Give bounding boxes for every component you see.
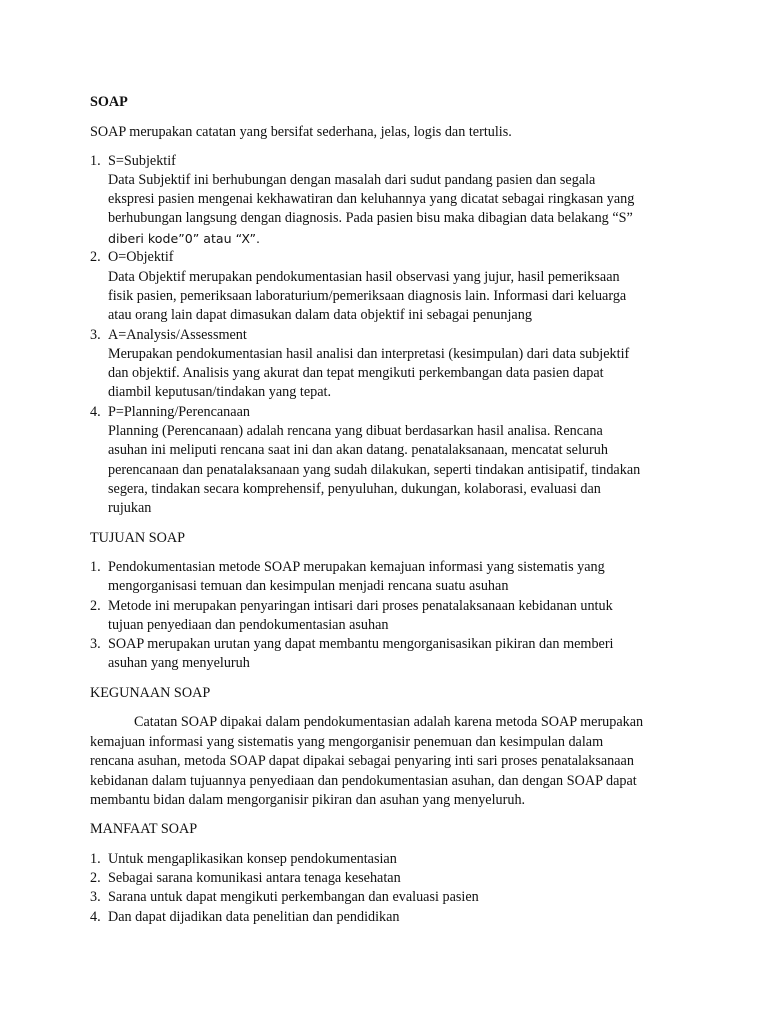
- soap-item-line: perencanaan dan penatalaksanaan yang sudah dilakukan, seperti tindakan antisipatif, tindakan: [108, 462, 641, 478]
- soap-item-heading: S=Subjektif: [108, 153, 176, 169]
- tujuan-item-line: Pendokumentasian metode SOAP merupakan kemajuan informasi yang sistematis yang: [108, 559, 605, 575]
- soap-item-number: 4.: [90, 404, 101, 420]
- manfaat-item-number: 2.: [90, 870, 101, 886]
- manfaat-item-text: Sarana untuk dapat mengikuti perkembangan dan evaluasi pasien: [108, 889, 479, 905]
- manfaat-item-number: 3.: [90, 889, 101, 905]
- soap-item-line: Data Subjektif ini berhubungan dengan masalah dari sudut pandang pasien dan segala: [108, 172, 596, 188]
- section-title-manfaat: MANFAAT SOAP: [90, 821, 198, 837]
- soap-item-line: diberi kode”0” atau “X”.: [108, 231, 261, 246]
- manfaat-item-number: 4.: [90, 909, 101, 925]
- tujuan-item-line: asuhan yang menyeluruh: [108, 655, 250, 671]
- soap-item-line: atau orang lain dapat dimasukan dalam data objektif ini sebagai penunjang: [108, 307, 532, 323]
- soap-item-heading: O=Objektif: [108, 249, 174, 265]
- soap-item-line: rujukan: [108, 500, 152, 516]
- tujuan-item-line: Metode ini merupakan penyaringan intisari dari proses penatalaksanaan kebidanan untuk: [108, 598, 613, 614]
- soap-item-line: fisik pasien, pemeriksaan laboraturium/pemeriksaan diagnosis lain. Informasi dari keluarga: [108, 288, 627, 304]
- soap-item-line: Merupakan pendokumentasian hasil analisi dan interpretasi (kesimpulan) dari data subjektif: [108, 346, 630, 362]
- kegunaan-line: kemajuan informasi yang sistematis yang mengorganisir penemuan dan kesimpulan dalam: [90, 734, 604, 750]
- tujuan-item-number: 1.: [90, 559, 101, 575]
- manfaat-item-text: Sebagai sarana komunikasi antara tenaga kesehatan: [108, 870, 401, 886]
- soap-item-line: berhubungan langsung dengan diagnosis. Pada pasien bisu maka dibagian data belakang “S”: [108, 210, 633, 226]
- soap-item-line: Planning (Perencanaan) adalah rencana yang dibuat berdasarkan hasil analisa. Rencana: [108, 423, 603, 439]
- tujuan-item-number: 2.: [90, 598, 101, 614]
- soap-item-line: segera, tindakan secara komprehensif, penyuluhan, dukungan, kolaborasi, evaluasi dan: [108, 481, 601, 497]
- kegunaan-line: Catatan SOAP dipakai dalam pendokumentasian adalah karena metoda SOAP merupakan: [134, 714, 644, 730]
- tujuan-item-line: mengorganisasi temuan dan kesimpulan menjadi rencana suatu asuhan: [108, 578, 509, 594]
- soap-item-number: 1.: [90, 153, 101, 169]
- tujuan-item-line: SOAP merupakan urutan yang dapat membantu mengorganisasikan pikiran dan memberi: [108, 636, 614, 652]
- kegunaan-line: kebidanan dalam tujuannya penyediaan dan pendokumentasian asuhan, dan dengan SOAP dapat: [90, 773, 637, 789]
- section-title-kegunaan: KEGUNAAN SOAP: [90, 685, 211, 701]
- section-title-soap: SOAP: [90, 94, 128, 110]
- soap-item-line: diambil keputusan/tindakan yang tepat.: [108, 384, 332, 400]
- soap-item-line: Data Objektif merupakan pendokumentasian hasil observasi yang jujur, hasil pemeriksaan: [108, 269, 620, 285]
- tujuan-item-number: 3.: [90, 636, 101, 652]
- soap-item-line: asuhan ini meliputi rencana saat ini dan akan datang. penatalaksanaan, mencatat seluruh: [108, 442, 608, 458]
- kegunaan-line: rencana asuhan, metoda SOAP dapat dipakai sebagai penyaring inti sari proses penatalaksanaan: [90, 753, 634, 769]
- tujuan-item-line: tujuan penyediaan dan pendokumentasian asuhan: [108, 617, 389, 633]
- soap-intro: SOAP merupakan catatan yang bersifat sederhana, jelas, logis dan tertulis.: [90, 124, 512, 140]
- soap-item-line: dan objektif. Analisis yang akurat dan tepat mengikuti perkembangan data pasien dapat: [108, 365, 604, 381]
- manfaat-item-number: 1.: [90, 851, 101, 867]
- soap-item-number: 3.: [90, 327, 101, 343]
- manfaat-item-text: Dan dapat dijadikan data penelitian dan pendidikan: [108, 909, 400, 925]
- soap-item-number: 2.: [90, 249, 101, 265]
- kegunaan-line: membantu bidan dalam mengorganisir pikiran dan asuhan yang menyeluruh.: [90, 792, 526, 808]
- section-title-tujuan: TUJUAN SOAP: [90, 530, 185, 546]
- manfaat-item-text: Untuk mengaplikasikan konsep pendokumentasian: [108, 851, 397, 867]
- soap-item-heading: P=Planning/Perencanaan: [108, 404, 250, 420]
- soap-item-heading: A=Analysis/Assessment: [108, 327, 247, 343]
- soap-item-line: ekspresi pasien mengenai kekhawatiran dan keluhannya yang dicatat sebagai ringkasan yang: [108, 191, 635, 207]
